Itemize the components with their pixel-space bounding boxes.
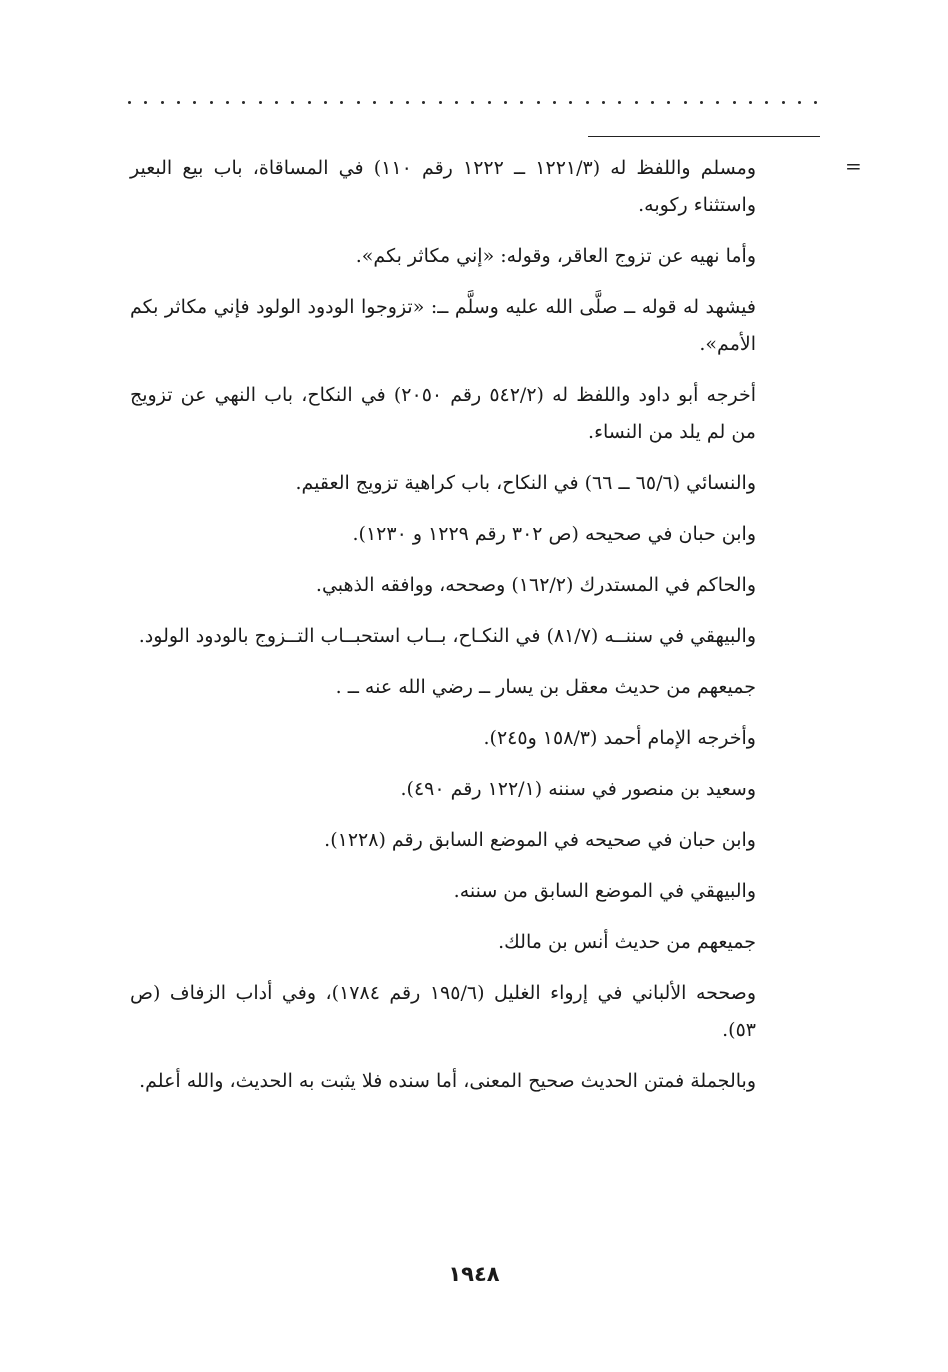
footnote-separator-rule <box>588 136 820 137</box>
header-dotted-line <box>128 92 818 112</box>
dot <box>373 101 376 104</box>
dot <box>144 101 147 104</box>
dot <box>553 101 556 104</box>
dot <box>471 101 474 104</box>
dot <box>814 101 817 104</box>
dot <box>340 101 343 104</box>
footnote-body <box>130 150 756 1114</box>
dot <box>455 101 458 104</box>
dot <box>651 101 654 104</box>
dot <box>520 101 523 104</box>
dot <box>488 101 491 104</box>
dot <box>716 101 719 104</box>
dot <box>193 101 196 104</box>
dot <box>422 101 425 104</box>
dot <box>733 101 736 104</box>
paragraph: أخرجه أبو داود واللفظ له (٥٤٢/٢ رقم ٢٠٥٠) في النكاح، باب النهي عن تزويج من لم يلد من النساء. <box>130 384 756 443</box>
paragraph: والنسائي (٦٥/٦ ــ ٦٦) في النكاح، باب كراهية تزويج العقيم. <box>295 472 756 494</box>
dot <box>504 101 507 104</box>
dot <box>177 101 180 104</box>
dot <box>259 101 262 104</box>
page-number: ١٩٤٨ <box>448 1262 500 1286</box>
paragraph: والحاكم في المستدرك (١٦٢/٢) وصححه، ووافقه الذهبي. <box>315 574 756 596</box>
dot <box>390 101 393 104</box>
paragraph: والبيهقي في الموضع السابق من سننه. <box>453 880 756 902</box>
dot <box>275 101 278 104</box>
dot <box>765 101 768 104</box>
dot <box>161 101 164 104</box>
paragraph: وأما نهيه عن تزوج العاقر، وقوله: «إني مكاثر بكم». <box>355 245 756 267</box>
dot <box>439 101 442 104</box>
dot <box>798 101 801 104</box>
dot <box>618 101 621 104</box>
dot <box>684 101 687 104</box>
paragraph: وصححه الألباني في إرواء الغليل (١٩٥/٦ رقم ١٧٨٤)، وفي أداب الزفاف (ص ٥٣). <box>130 982 756 1041</box>
dot <box>357 101 360 104</box>
dot <box>291 101 294 104</box>
dot <box>782 101 785 104</box>
paragraph: ومسلم واللفظ له (١٢٢١/٣ ــ ١٢٢٢ رقم ١١٠) في المساقاة، باب بيع البعير واستثناء ركوبه. <box>130 157 756 216</box>
dot <box>749 101 752 104</box>
dot <box>537 101 540 104</box>
dot <box>226 101 229 104</box>
paragraph: وابن حبان في صحيحه (ص ٣٠٢ رقم ١٢٢٩ و ١٢٣٠). <box>352 523 756 545</box>
dot <box>324 101 327 104</box>
paragraph: وابن حبان في صحيحه في الموضع السابق رقم (١٢٢٨). <box>324 829 756 851</box>
dot <box>602 101 605 104</box>
paragraph: وأخرجه الإمام أحمد (١٥٨/٣ و٢٤٥). <box>483 727 756 749</box>
dot <box>308 101 311 104</box>
dot <box>635 101 638 104</box>
dot <box>586 101 589 104</box>
paragraph: وبالجملة فمتن الحديث صحيح المعنى، أما سنده فلا يثبت به الحديث، والله أعلم. <box>139 1070 756 1092</box>
dot <box>242 101 245 104</box>
paragraph: فيشهد له قوله ــ صلَّى الله عليه وسلَّم ــ: «تزوجوا الودود الولود فإني مكاثر بكم الأمم». <box>130 296 756 355</box>
dot <box>406 101 409 104</box>
paragraph: والبيهقي في سننــه (٨١/٧) في النكـاح، بــاب استحبــاب التــزوج بالودود الولود. <box>138 625 756 647</box>
dot <box>210 101 213 104</box>
paragraph: جميعهم من حديث أنس بن مالك. <box>498 931 756 953</box>
paragraph: جميعهم من حديث معقل بن يسار ــ رضي الله عنه ــ . <box>335 676 756 698</box>
dot <box>667 101 670 104</box>
paragraph: وسعيد بن منصور في سننه (١٢٢/١ رقم ٤٩٠). <box>400 778 756 800</box>
dot <box>569 101 572 104</box>
dot <box>700 101 703 104</box>
margin-mark: = <box>845 154 862 178</box>
dot <box>128 101 131 104</box>
